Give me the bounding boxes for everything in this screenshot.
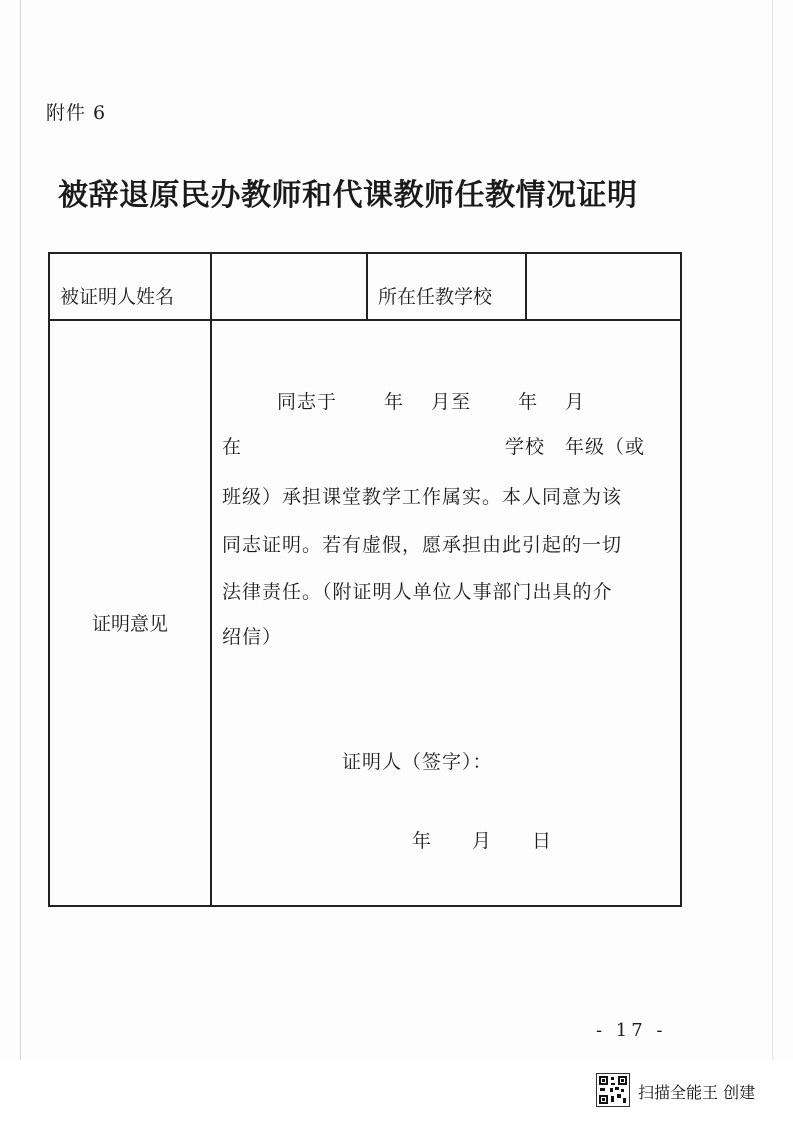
signature-label: 证明人（签字）：	[342, 751, 493, 773]
opinion-label: 证明意见	[92, 613, 169, 635]
school-label: 所在任教学校	[378, 286, 493, 308]
opinion-text-line: 学校 年级（或	[505, 436, 646, 458]
scan-edge-right	[772, 0, 773, 1060]
name-label: 被证明人姓名	[60, 286, 175, 308]
opinion-text-line: 同志于 年 月至 年 月	[277, 391, 586, 413]
attachment-label: 附件 6	[46, 102, 107, 124]
opinion-text-line: 法律责任。（附证明人单位人事部门出具的介	[222, 581, 613, 603]
document-title: 被辞退原民办教师和代课教师任教情况证明	[58, 178, 638, 213]
form-row-divider	[50, 319, 680, 321]
qr-code-icon	[596, 1073, 630, 1107]
form-column-divider	[366, 254, 368, 319]
form-column-divider	[210, 254, 212, 905]
form-column-divider	[525, 254, 527, 319]
date-line: 年 月 日	[412, 830, 553, 852]
opinion-text-line: 在	[222, 436, 243, 458]
opinion-text-line: 同志证明。若有虚假，愿承担由此引起的一切	[222, 534, 623, 556]
scanner-watermark: 扫描全能王 创建	[638, 1083, 756, 1102]
scan-edge-left	[20, 0, 21, 1060]
opinion-text-line: 班级）承担课堂教学工作属实。本人同意为该	[222, 486, 623, 508]
certificate-form	[48, 252, 682, 907]
opinion-text-line: 绍信）	[222, 626, 283, 648]
page-number: - 17 -	[596, 1020, 667, 1041]
